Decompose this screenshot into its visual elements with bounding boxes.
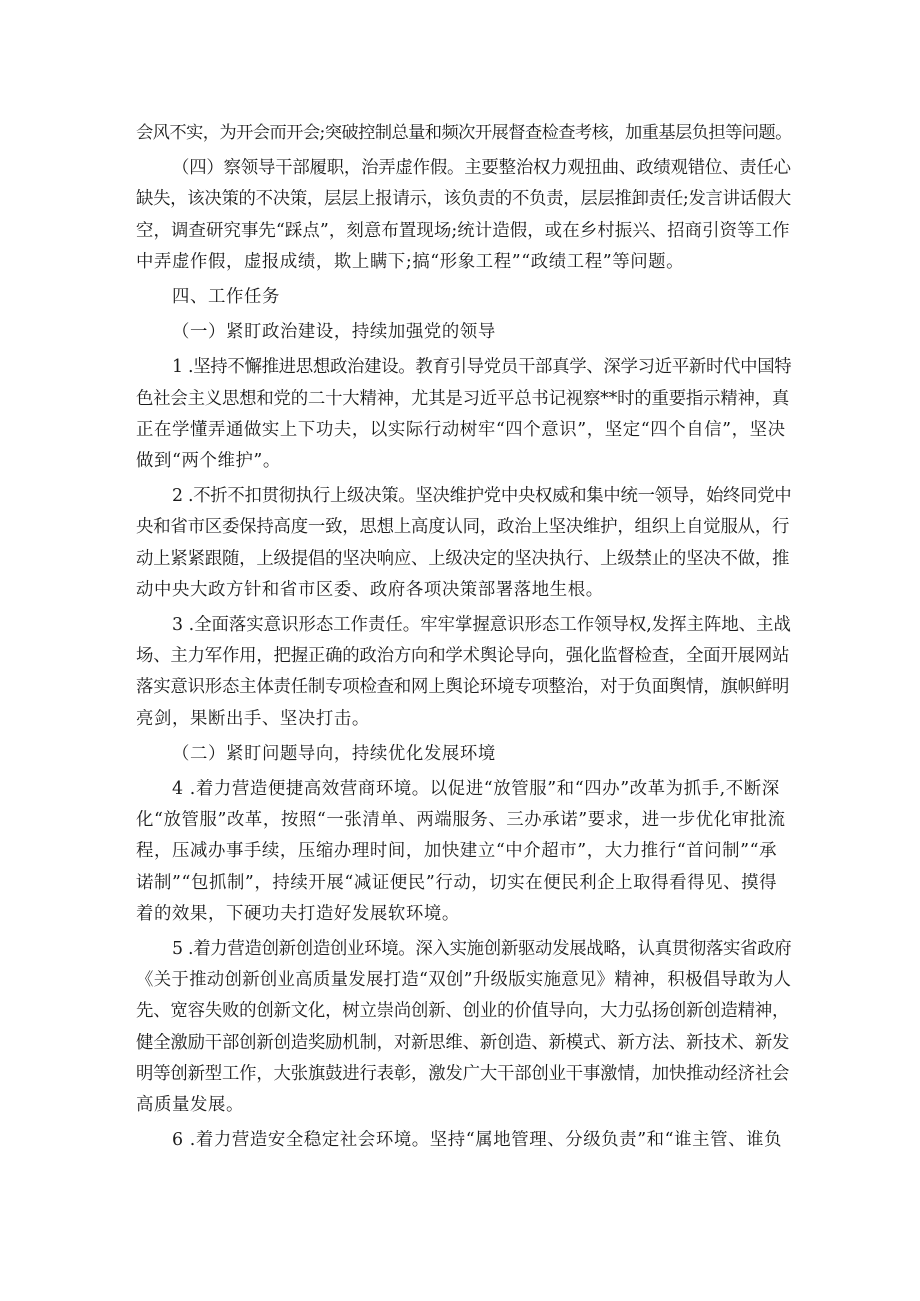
text-line: 3 .全面落实意识形态工作责任。牢牢掌握意识形态工作领导权,发挥主阵地、主战 (172, 615, 791, 636)
heading-work-tasks (136, 282, 792, 313)
text-line: （二）紧盯问题导向，持续优化发展环境 (172, 743, 496, 764)
text-line: 缺失，该决策的不决策，层层上报请示，该负责的不负责，层层推卸责任;发言讲话假大 (136, 189, 792, 210)
item-1-ideological-building (136, 352, 792, 477)
text-line: 正在学懂弄通做实上下功夫，以实际行动树牢“四个意识”，坚定“四个自信”，坚决 (136, 419, 786, 440)
item-4-business-environment (136, 774, 792, 930)
text-line: 4 .着力营造便捷高效营商环境。以促进“放管服”和“四办”改革为抓手,不断深 (172, 779, 780, 800)
item-6-social-environment (136, 1125, 792, 1156)
item-3-ideology-responsibility (136, 610, 792, 735)
text-line: 程，压减办事手续，压缩办理时间，加快建立“中介超市”，大力推行“首问制”“承 (136, 841, 778, 862)
text-line: 四、工作任务 (172, 287, 280, 308)
text-line: 做到“两个维护”。 (136, 451, 281, 472)
text-line: 动中央大政方针和省市区委、政府各项决策部署落地生根。 (136, 579, 604, 600)
text-line: 中弄虚作假，虚报成绩，欺上瞒下;搞“形象工程”“政绩工程”等问题。 (136, 251, 685, 272)
paragraph-section-4-supervise-cadres (136, 153, 792, 278)
text-line: 亮剑，果断出手、坚决打击。 (136, 708, 370, 729)
text-line: 1 .坚持不懈推进思想政治建设。教育引导党员干部真学、深学习近平新时代中国特 (172, 357, 792, 378)
text-line: 落实意识形态主体责任制专项检查和网上舆论环境专项整治，对于负面舆情，旗帜鲜明 (136, 677, 790, 698)
text-line: 着的效果，下硬功夫打造好发展软环境。 (136, 903, 460, 924)
text-line: 场、主力军作用，把握正确的政治方向和学术舆论导向，强化监督检查，全面开展网站 (136, 646, 790, 667)
item-5-innovation-environment (136, 934, 792, 1121)
text-line: 央和省市区委保持高度一致，思想上高度认同，政治上坚决维护，组织上自觉服从，行 (136, 517, 790, 538)
text-line: 《关于推动创新创业高质量发展打造“双创”升级版实施意见》精神，积极倡导敢为人 (136, 970, 792, 991)
text-line: 化“放管服”改革，按照“一张清单、两端服务、三办承诺”要求，进一步优化审批流 (136, 810, 786, 831)
item-2-implement-decisions (136, 481, 792, 606)
text-line: 健全激励干部创新创造奖励机制，对新思维、新创造、新模式、新方法、新技术、新发 (136, 1032, 790, 1053)
text-line: 诺制”“包抓制”，持续开展“减证便民”行动，切实在便民利企上取得看得见、摸得 (136, 872, 778, 893)
text-line: 会风不实，为开会而开会;突破控制总量和频次开展督查检查考核，加重基层负担等问题。 (136, 123, 792, 143)
text-line: 6 .着力营造安全稳定社会环境。坚持“属地管理、分级负责”和“谁主管、谁负 (172, 1130, 783, 1151)
text-line: 明等创新型工作，大张旗鼓进行表彰，激发广大干部创业干事激情，加快推动经济社会 (136, 1063, 790, 1084)
text-line: 2 .不折不扣贯彻执行上级决策。坚决维护党中央权威和集中统一领导，始终同党中 (172, 486, 792, 507)
subheading-problem-orientation (136, 739, 792, 770)
text-line: 高质量发展。 (136, 1095, 244, 1116)
text-line: 先、宽容失败的创新文化，树立崇尚创新、创业的价值导向，大力弘扬创新创造精神， (136, 1001, 790, 1022)
paragraph-continuation (136, 118, 792, 149)
text-line: 空，调查研究事先“踩点”，刻意布置现场;统计造假，或在乡村振兴、招商引资等工作 (136, 220, 790, 241)
text-line: （一）紧盯政治建设，持续加强党的领导 (172, 322, 496, 343)
text-line: 色社会主义思想和党的二十大精神，尤其是习近平总书记视察**时的重要指示精神，真 (136, 388, 790, 409)
text-line: （四）察领导干部履职，治弄虚作假。主要整治权力观扭曲、政绩观错位、责任心 (172, 158, 791, 179)
document-page (136, 118, 792, 1157)
subheading-political-building (136, 317, 792, 348)
text-line: 5 .着力营造创新创造创业环境。深入实施创新驱动发展战略，认真贯彻落实省政府 (172, 939, 792, 960)
text-line: 动上紧紧跟随，上级提倡的坚决响应、上级决定的坚决执行、上级禁止的坚决不做，推 (136, 548, 790, 569)
